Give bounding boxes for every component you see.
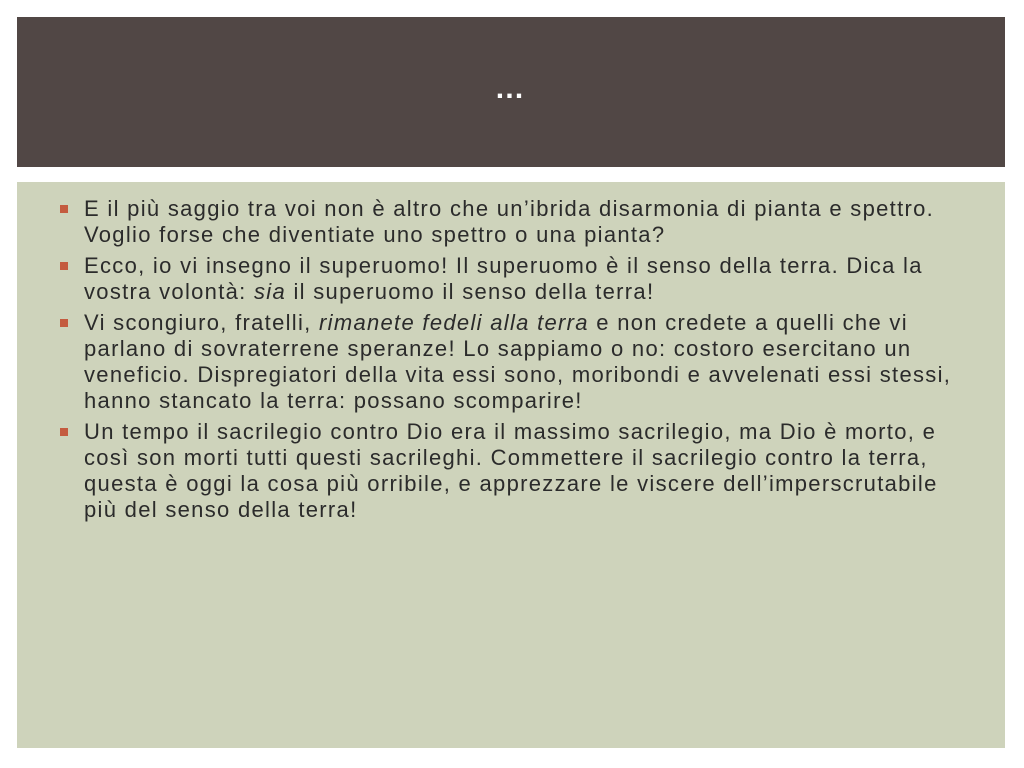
bullet-emphasis: sia xyxy=(254,279,287,304)
square-bullet-icon xyxy=(60,428,68,436)
bullet-text-end: il superuomo il senso della terra! xyxy=(286,279,655,304)
title-bar xyxy=(17,17,1005,167)
bullet-text-start: Ecco, io vi insegno il superuomo! Il superuomo è il senso della terra. Dica la vostra volontà: xyxy=(84,253,923,304)
bullet-emphasis: rimanete fedeli alla terra xyxy=(319,310,589,335)
square-bullet-icon xyxy=(60,262,68,270)
bullet-text-start: Vi scongiuro, fratelli, xyxy=(84,310,320,335)
bullet-item-3 xyxy=(59,310,975,414)
slide-title: … xyxy=(494,72,528,105)
content-area xyxy=(17,182,1005,748)
square-bullet-icon xyxy=(60,319,68,327)
bullet-list xyxy=(17,182,1005,523)
bullet-item-2 xyxy=(59,253,975,305)
square-bullet-icon xyxy=(60,205,68,213)
bullet-item-4 xyxy=(59,419,975,523)
bullet-text: E il più saggio tra voi non è altro che un’ibrida disarmonia di pianta e spettro. Voglio forse che diventiate uno spettro o una pianta? xyxy=(84,196,935,247)
bullet-text-end: e non credete a quelli che vi parlano di sovraterrene speranze! Lo sappiamo o no: costoro esercitano un veneficio. Dispregiatori della vita essi sono, moribondi e avvelenati essi stessi, hanno stancato la terra: possano scomparire! xyxy=(84,310,952,413)
bullet-text: Un tempo il sacrilegio contro Dio era il massimo sacrilegio, ma Dio è morto, e così son morti tutti questi sacrileghi. Commettere il sacrilegio contro la terra, questa è oggi la cosa più orribile, e apprezzare le viscere dell’imperscrutabile più del senso della terra! xyxy=(84,419,938,522)
bullet-item-1 xyxy=(59,196,975,248)
